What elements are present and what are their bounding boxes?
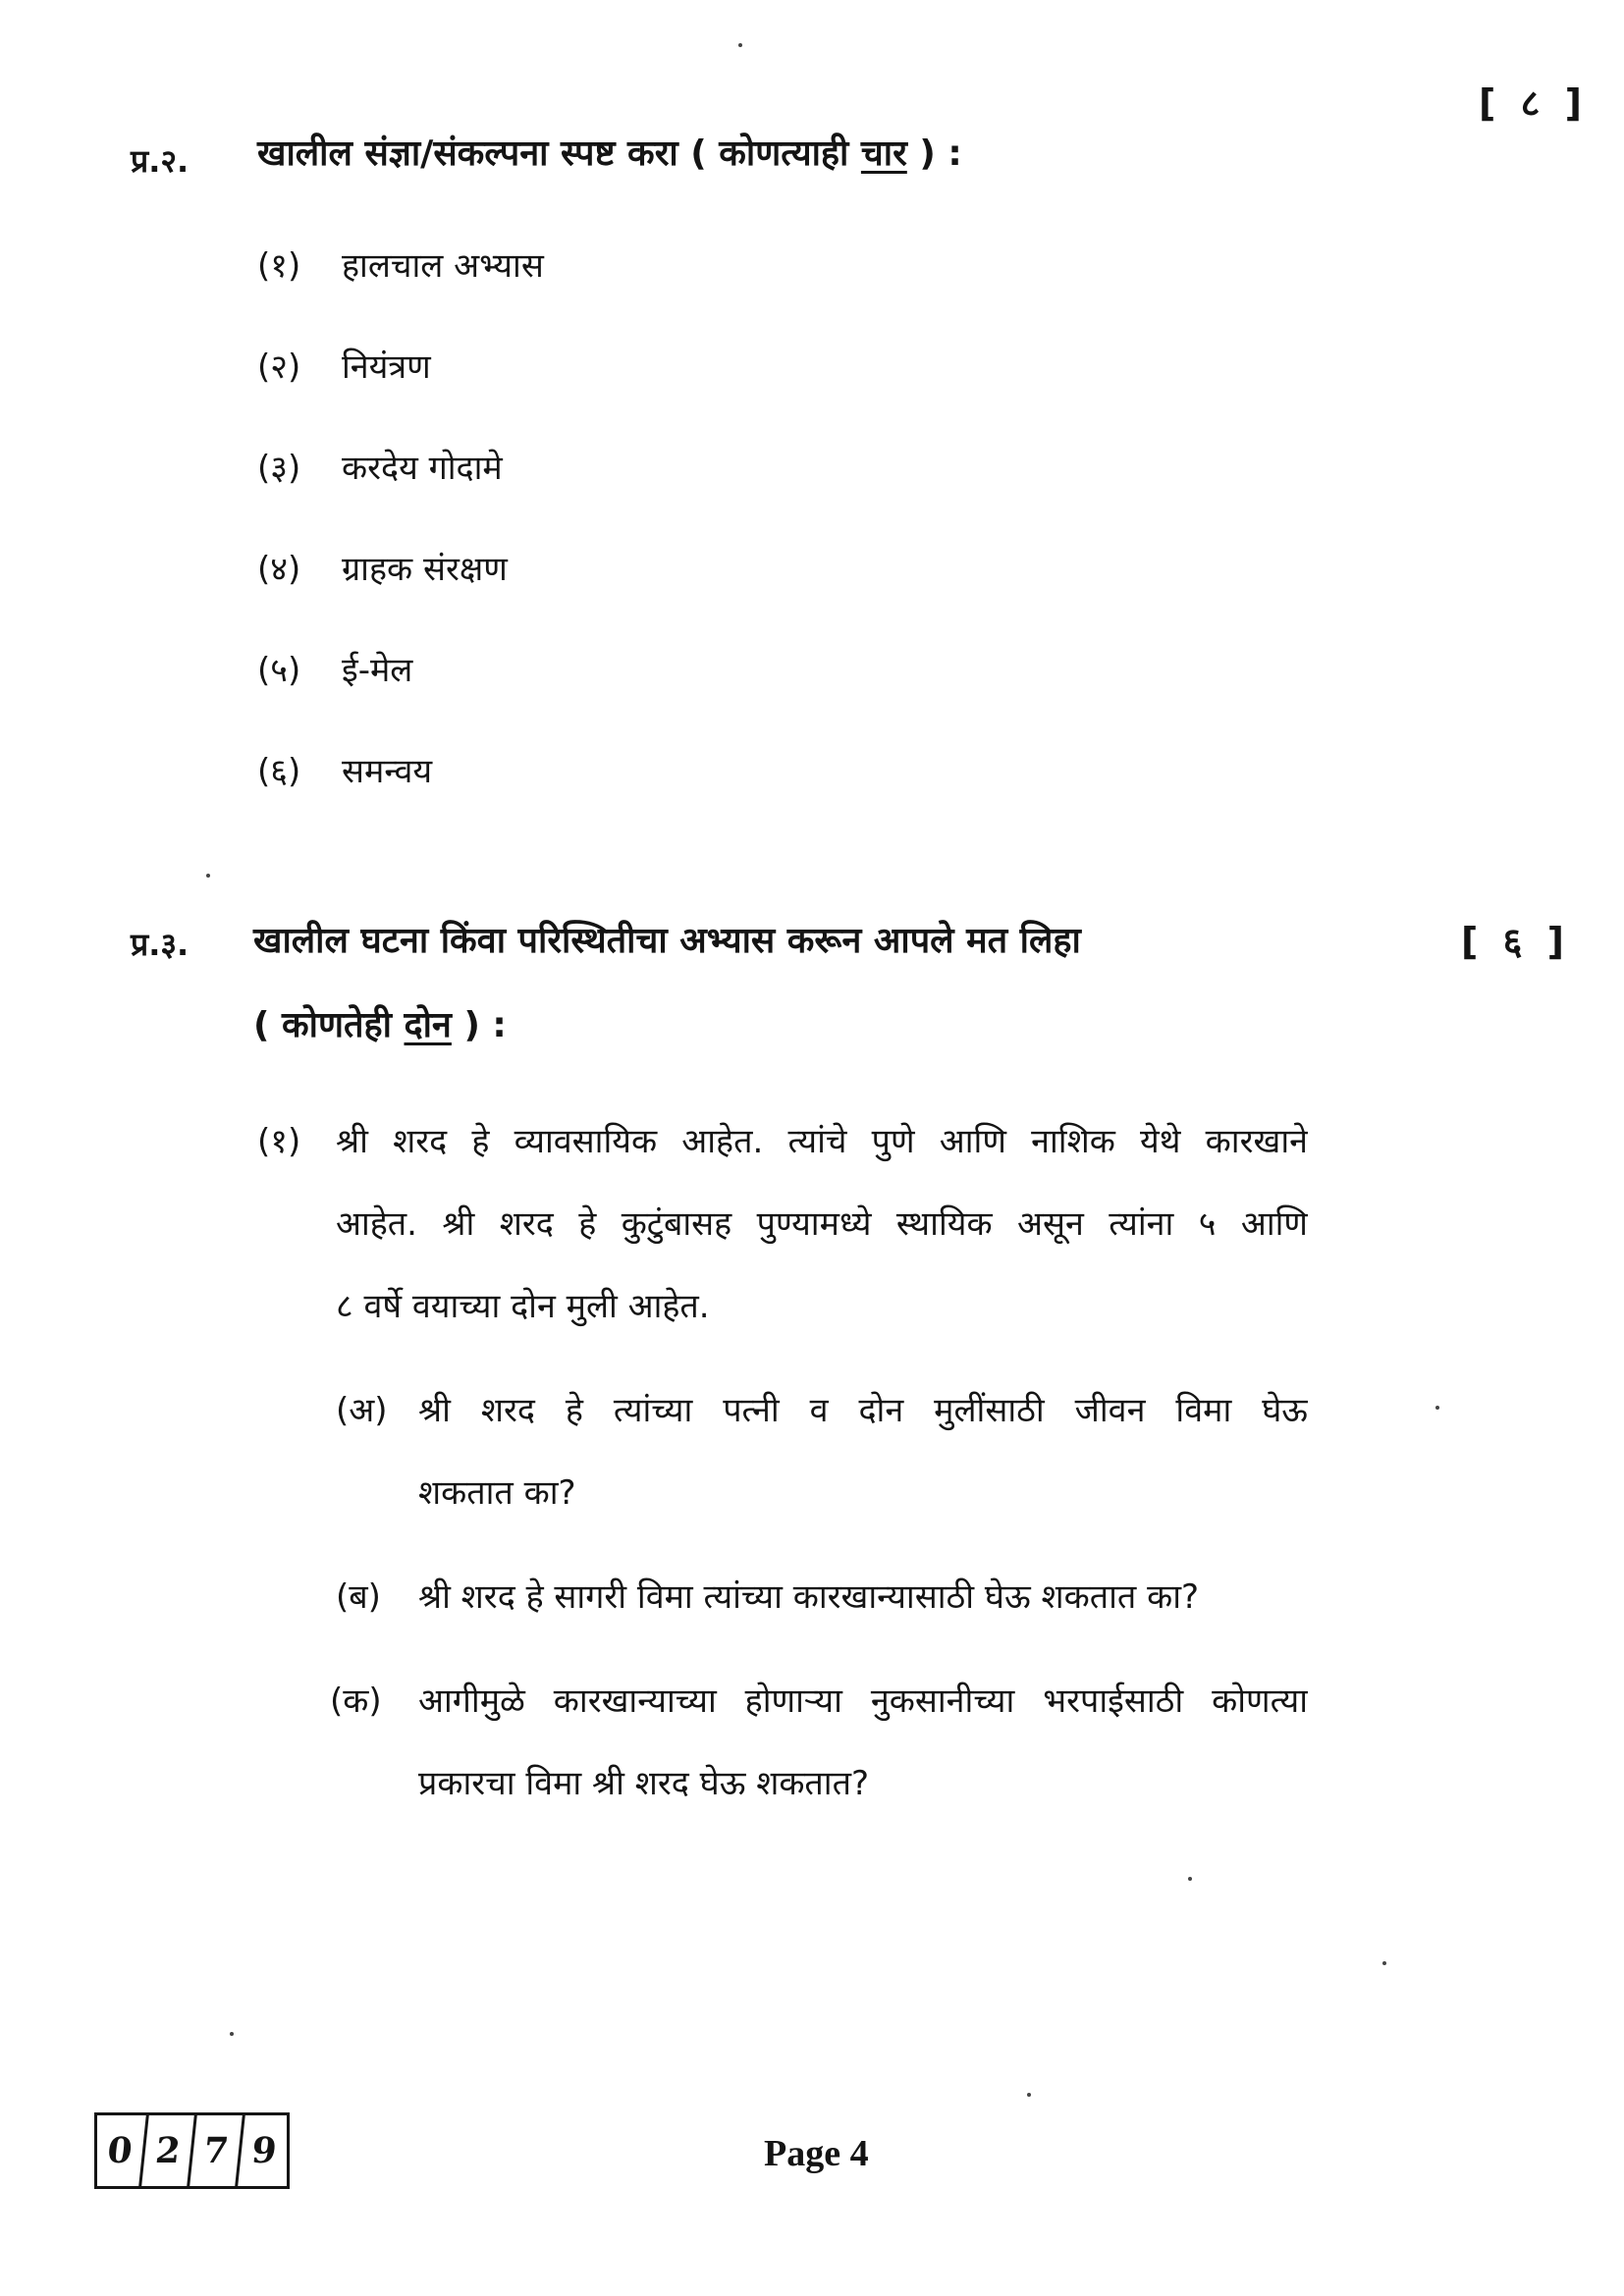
- item-label: (६): [257, 752, 301, 791]
- sub-question-text: श्री शरद हे सागरी विमा त्यांच्या कारखान्यासाठी घेऊ शकतात का?: [418, 1577, 1200, 1617]
- item-label: (२): [257, 347, 301, 387]
- question-3-number: प्र.३.: [131, 926, 189, 963]
- question-3-marks: [ ६ ]: [1461, 920, 1570, 963]
- item-text: करदेय गोदामे: [342, 449, 503, 488]
- paper-code-digit: 2: [141, 2115, 197, 2186]
- item-label: (३): [257, 449, 301, 488]
- case-1-line: श्री शरद हे व्यावसायिक आहेत. त्यांचे पुणे आणि नाशिक येथे कारखाने: [336, 1122, 1308, 1161]
- sub-question-label: (ब): [336, 1577, 381, 1617]
- item-label: (१): [257, 246, 301, 286]
- sub-question-text: शकतात का?: [418, 1473, 576, 1513]
- case-1-line: ८ वर्षे वयाच्या दोन मुली आहेत.: [336, 1287, 710, 1326]
- case-1-line: आहेत. श्री शरद हे कुटुंबासह पुण्यामध्ये स्थायिक असून त्यांना ५ आणि: [336, 1204, 1308, 1244]
- paper-code-digit: 9: [249, 2130, 279, 2171]
- question-2-item: [257, 241, 544, 287]
- case-1-label: (१): [257, 1122, 301, 1161]
- question-2-title-text: खालील संज्ञा/संकल्पना स्पष्ट करा ( कोणत्याही: [257, 133, 861, 174]
- question-2-title: [257, 128, 962, 176]
- item-text: हालचाल अभ्यास: [342, 246, 544, 286]
- sub-question-label: (अ): [336, 1391, 388, 1430]
- item-label: (४): [257, 550, 301, 589]
- question-2-marks: [ ८ ]: [1479, 81, 1588, 125]
- question-2-number: प्र.२.: [131, 142, 189, 180]
- question-2-title-end: ) :: [906, 133, 962, 174]
- page-number: Page 4: [764, 2133, 869, 2174]
- question-2-title-emphasis: चार: [860, 133, 907, 174]
- question-3-instruction-end: ) :: [451, 1005, 507, 1045]
- sub-question-text: आगीमुळे कारखान्याच्या होणाऱ्या नुकसानीच्या भरपाईसाठी कोणत्या: [418, 1682, 1308, 1721]
- question-2-item: [257, 343, 431, 388]
- question-3-instruction-text: ( कोणतेही: [253, 1005, 405, 1045]
- question-2-item: [257, 747, 432, 792]
- paper-code-digit: 0: [93, 2115, 149, 2186]
- question-2-item: [257, 444, 503, 489]
- item-text: ग्राहक संरक्षण: [342, 550, 508, 589]
- sub-question-label: (क): [330, 1682, 382, 1721]
- paper-code-digit: 7: [189, 2115, 245, 2186]
- sub-question-text: श्री शरद हे त्यांच्या पत्नी व दोन मुलींसाठी जीवन विमा घेऊ: [418, 1391, 1308, 1430]
- question-2-item: [257, 545, 508, 590]
- item-text: समन्वय: [342, 752, 433, 791]
- sub-question-text: प्रकारचा विमा श्री शरद घेऊ शकतात?: [418, 1764, 870, 1803]
- item-text: नियंत्रण: [342, 347, 431, 387]
- question-2-item: [257, 646, 412, 691]
- item-label: (५): [257, 651, 301, 690]
- paper-code-box: [94, 2112, 290, 2189]
- question-3-title: खालील घटना किंवा परिस्थितीचा अभ्यास करून आपले मत लिहा: [253, 921, 1081, 961]
- question-3-instruction: [253, 999, 507, 1047]
- item-text: ई-मेल: [342, 651, 413, 690]
- question-3-instruction-emphasis: दोन: [404, 1005, 452, 1045]
